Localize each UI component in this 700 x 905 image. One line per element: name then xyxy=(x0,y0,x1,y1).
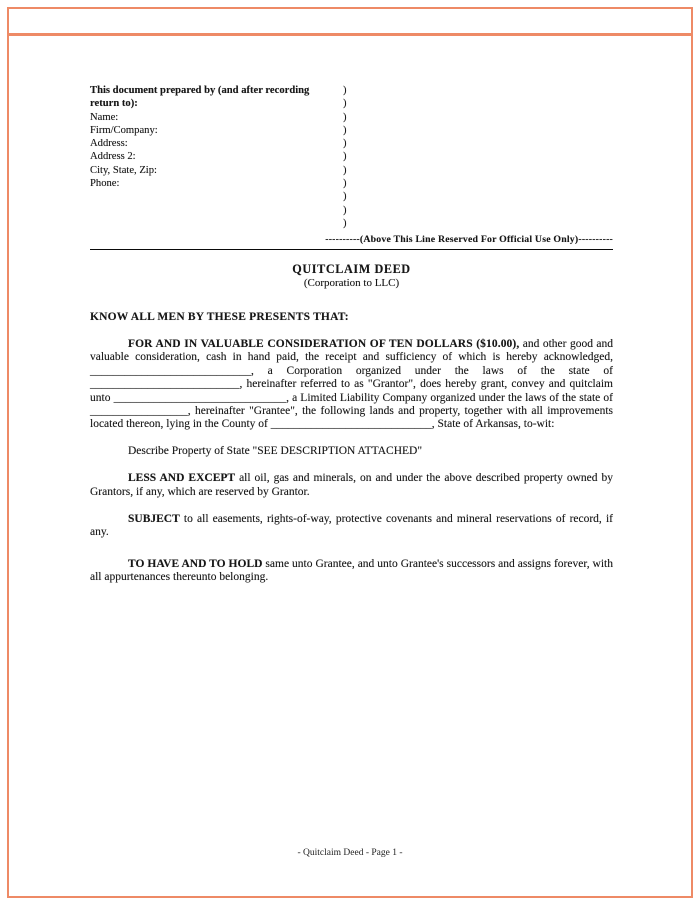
prepared-by-paren: ) xyxy=(343,204,347,216)
prepared-by-paren: ) xyxy=(343,98,347,110)
prepared-by-paren: ) xyxy=(343,191,347,203)
prepared-by-row xyxy=(90,111,613,124)
city-state-zip-field-label: City, State, Zip: xyxy=(90,164,157,176)
prepared-by-row xyxy=(90,124,613,137)
consideration-body: and other good and valuable consideration, cash in hand paid, the receipt and sufficiency of which is hereby acknowledged, ____________________________, a Corporation organized under the laws of the state of __________________________, hereinafter referred to as "Grantor", does hereby grant, convey and quitclaim unto ______________________________, a Limited Liability Company organized under the laws of the state of _________________, hereinafter "Grantee", the following lands and property, together with all improvements located thereon, lying in the County of ____________________________, State of Arkansas, to-wit: xyxy=(90,337,614,431)
prepared-by-row xyxy=(90,137,613,150)
prepared-by-paren: ) xyxy=(343,111,347,123)
header-divider-rule xyxy=(90,249,613,250)
prepared-by-row xyxy=(90,97,613,110)
describe-property-line: Describe Property of State "SEE DESCRIPTION ATTACHED" xyxy=(128,444,423,457)
prepared-by-paren: ) xyxy=(343,178,347,190)
page-footer: - Quitclaim Deed - Page 1 - xyxy=(297,848,403,858)
prepared-by-row xyxy=(90,217,613,230)
prepared-by-row xyxy=(90,164,613,177)
prepared-by-label: This document prepared by (and after recording xyxy=(90,85,310,96)
prepared-by-block xyxy=(90,84,613,230)
name-field-label: Name: xyxy=(90,111,119,123)
consideration-paragraph xyxy=(90,338,613,432)
habendum-paragraph xyxy=(90,558,613,585)
habendum-body: same unto Grantee, and unto Grantee's successors and assigns forever, with all appurtenances thereunto belonging. xyxy=(90,557,614,584)
prepared-by-row xyxy=(90,150,613,163)
page-frame-top-line xyxy=(7,33,693,36)
less-and-except-paragraph xyxy=(90,472,613,499)
address-field-label: Address: xyxy=(90,138,128,150)
consideration-lead: FOR AND IN VALUABLE CONSIDERATION OF TEN DOLLARS ($10.00), xyxy=(128,337,520,350)
prepared-by-row xyxy=(90,204,613,217)
less-and-except-body: all oil, gas and minerals, on and under the above described property owned by Grantors, if any, which are reserved by Grantor. xyxy=(90,472,613,498)
prepared-by-row xyxy=(90,84,613,97)
prepared-by-paren: ) xyxy=(343,217,347,229)
official-use-only-line: ----------(Above This Line Reserved For Official Use Only)---------- xyxy=(325,234,613,246)
prepared-by-label: return to): xyxy=(90,98,138,110)
document-title: QUITCLAIM DEED xyxy=(292,261,411,276)
document-subtitle: (Corporation to LLC) xyxy=(303,277,400,290)
prepared-by-row xyxy=(90,190,613,203)
presents-heading: KNOW ALL MEN BY THESE PRESENTS THAT: xyxy=(90,311,349,324)
subject-body: to all easements, rights-of-way, protective covenants and mineral reservations of record, if any. xyxy=(90,512,613,539)
firm-company-field-label: Firm/Company: xyxy=(90,124,158,136)
prepared-by-paren: ) xyxy=(343,164,347,176)
quitclaim-deed-document xyxy=(90,84,613,585)
phone-field-label: Phone: xyxy=(90,178,120,190)
prepared-by-paren: ) xyxy=(343,124,347,136)
subject-lead: SUBJECT xyxy=(128,512,180,525)
prepared-by-paren: ) xyxy=(343,138,347,150)
prepared-by-paren: ) xyxy=(343,85,347,96)
prepared-by-paren: ) xyxy=(343,151,347,163)
less-and-except-lead: LESS AND EXCEPT xyxy=(128,472,236,485)
prepared-by-row xyxy=(90,177,613,190)
habendum-lead: TO HAVE AND TO HOLD xyxy=(128,557,263,570)
subject-paragraph xyxy=(90,513,613,540)
address2-field-label: Address 2: xyxy=(90,151,136,163)
